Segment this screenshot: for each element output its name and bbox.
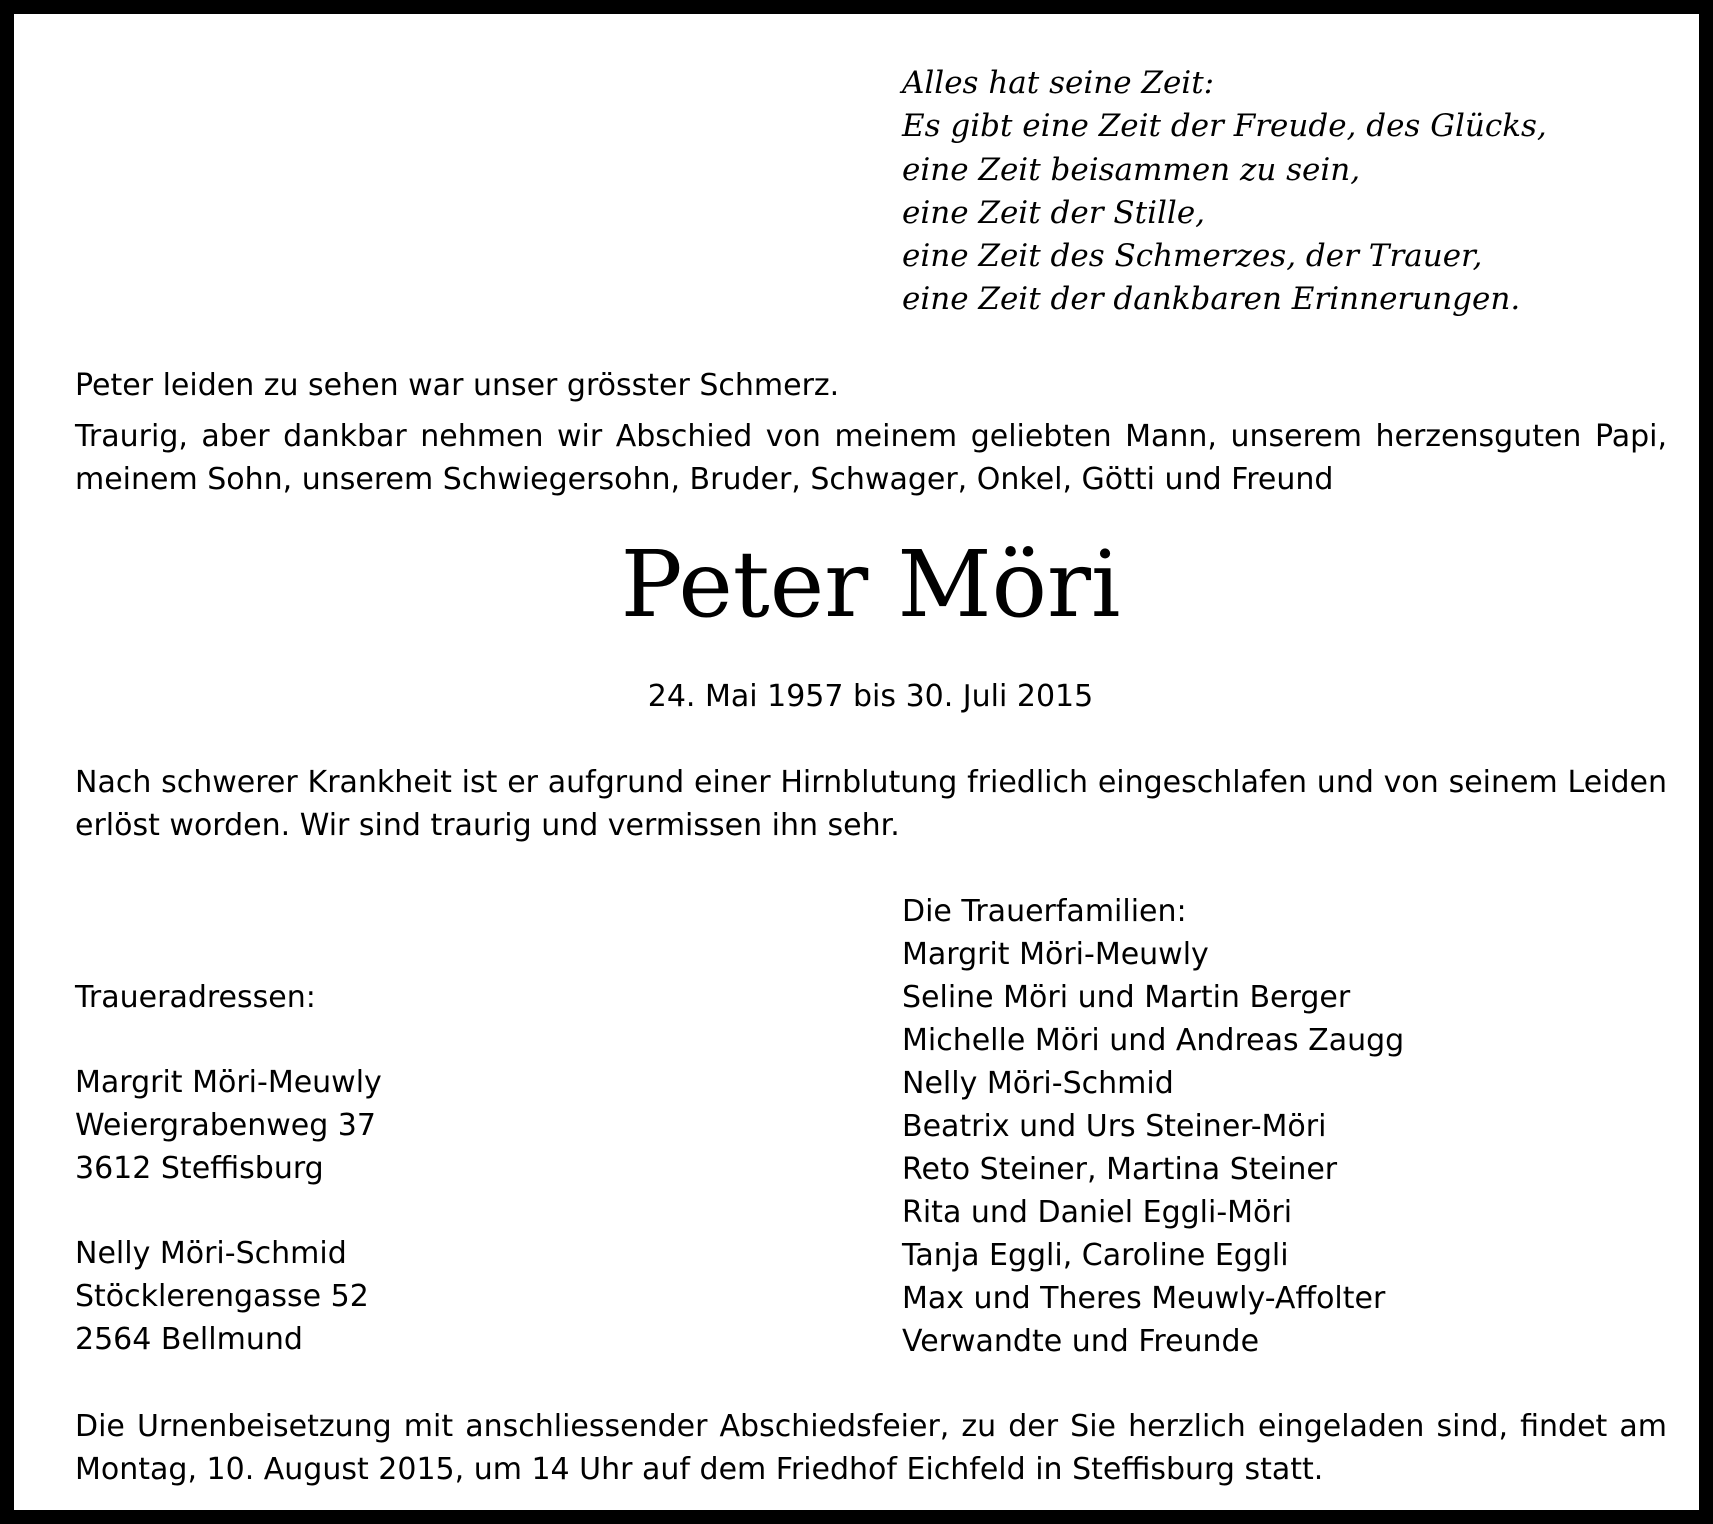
poem-line: eine Zeit beisammen zu sein,	[902, 151, 1361, 188]
message-paragraph: Nach schwerer Krankheit ist er aufgrund einer Hirnblutung friedlich eingeschlafen und von seinem Leiden erlöst worden. Wir sind traurig und vermissen ihn sehr.	[75, 765, 1667, 843]
intro-paragraph: Traurig, aber dankbar nehmen wir Abschied von meinem geliebten Mann, unserem herzensguten Papi, meinem Sohn, unserem Schwiegersohn, Bruder, Schwager, Onkel, Götti und Freund	[75, 419, 1667, 497]
intro-line: Peter leiden zu sehen war unser grösster Schmerz.	[75, 368, 840, 403]
life-dates: 24. Mai 1957 bis 30. Juli 2015	[647, 679, 1094, 714]
poem-line: Alles hat seine Zeit:	[902, 65, 1215, 101]
family-member: Nelly Möri-Schmid	[902, 1066, 1174, 1101]
addresses-heading: Traueradressen:	[75, 980, 316, 1015]
family-member: Reto Steiner, Martina Steiner	[902, 1152, 1338, 1187]
address-city: 2564 Bellmund	[75, 1322, 303, 1357]
mourning-families	[902, 890, 1404, 1363]
family-member: Tanja Eggli, Caroline Eggli	[902, 1238, 1289, 1273]
poem	[902, 62, 1547, 322]
mourning-addresses	[75, 976, 382, 1361]
address-name: Nelly Möri-Schmid	[75, 1236, 347, 1271]
family-member: Verwandte und Freunde	[902, 1324, 1260, 1359]
family-member: Max und Theres Meuwly-Affolter	[902, 1281, 1386, 1316]
family-member: Seline Möri und Martin Berger	[902, 980, 1351, 1015]
poem-line: eine Zeit des Schmerzes, der Trauer,	[902, 238, 1483, 275]
family-member: Margrit Möri-Meuwly	[902, 937, 1209, 972]
family-member: Rita und Daniel Eggli-Möri	[902, 1195, 1293, 1230]
poem-line: eine Zeit der dankbaren Erinnerungen.	[902, 281, 1521, 318]
ceremony-paragraph: Die Urnenbeisetzung mit anschliessender Abschiedsfeier, zu der Sie herzlich eingeladen sind, findet am Montag, 10. August 2015, um 14 Uhr auf dem Friedhof Eichfeld in Steffisburg statt.	[75, 1409, 1667, 1487]
family-member: Michelle Möri und Andreas Zaugg	[902, 1023, 1405, 1058]
families-heading: Die Trauerfamilien:	[902, 894, 1187, 929]
deceased-name: Peter Möri	[620, 531, 1121, 638]
address-name: Margrit Möri-Meuwly	[75, 1065, 382, 1100]
address-street: Weiergrabenweg 37	[75, 1108, 376, 1143]
poem-line: eine Zeit der Stille,	[902, 194, 1206, 231]
family-member: Beatrix und Urs Steiner-Möri	[902, 1109, 1327, 1144]
poem-line: Es gibt eine Zeit der Freude, des Glücks,	[902, 108, 1547, 145]
address-city: 3612 Steffisburg	[75, 1151, 324, 1186]
address-street: Stöcklerengasse 52	[75, 1279, 369, 1314]
